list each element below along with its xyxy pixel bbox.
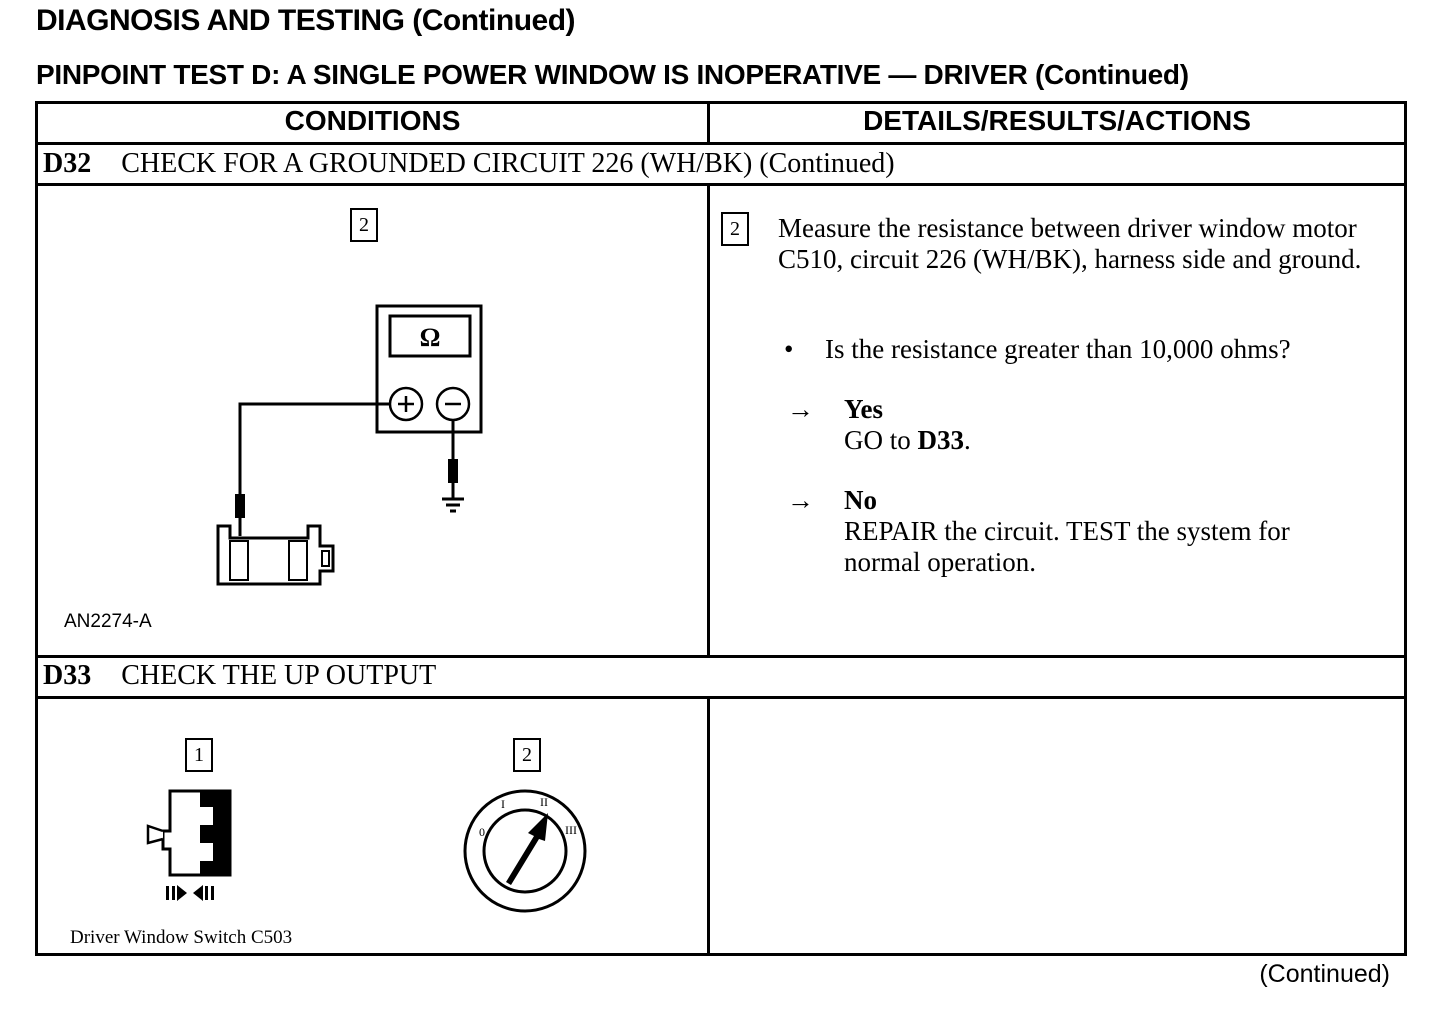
step-d33-header <box>43 660 436 692</box>
motor-connector-icon <box>218 526 333 584</box>
diagram-step-number: 1 <box>185 738 213 772</box>
table-divider <box>35 655 1407 658</box>
ground-symbol-icon <box>442 499 464 511</box>
ignition-position-off: 0 <box>479 825 485 839</box>
step-title: CHECK FOR A GROUNDED CIRCUIT 226 (WH/BK) (Continued) <box>121 148 895 179</box>
ohmmeter-diagram <box>205 296 525 596</box>
bullet-icon: • <box>784 334 794 364</box>
ignition-position-start: III <box>565 823 577 837</box>
diagram-step-number: 2 <box>350 208 378 242</box>
arrow-icon: → <box>787 485 814 515</box>
column-header-details: DETAILS/RESULTS/ACTIONS <box>863 105 1251 136</box>
step-title: CHECK THE UP OUTPUT <box>121 660 437 691</box>
page-subheading: PINPOINT TEST D: A SINGLE POWER WINDOW IS INOPERATIVE — DRIVER (Continued) <box>36 59 1189 90</box>
diagram-step-number: 2 <box>513 738 541 772</box>
yes-label: Yes <box>844 394 883 424</box>
ignition-switch-icon <box>465 791 585 911</box>
table-border-bottom <box>35 953 1407 956</box>
arrow-icon: → <box>787 394 814 424</box>
switch-connector-diagram <box>143 781 243 911</box>
disconnect-arrows-icon <box>166 885 214 901</box>
ignition-position-run: II <box>540 795 548 809</box>
no-label: No <box>844 485 877 515</box>
column-header-conditions: CONDITIONS <box>284 105 461 136</box>
column-divider <box>707 696 710 956</box>
yes-action-link[interactable]: D33 <box>917 425 964 455</box>
table-divider <box>35 142 1407 145</box>
ignition-position-acc: I <box>501 797 505 811</box>
yes-action <box>844 425 971 456</box>
yes-action-prefix: GO to <box>844 425 918 455</box>
continued-footer: (Continued) <box>1259 960 1390 988</box>
diagram-code: AN2274-A <box>64 611 152 632</box>
table-border-top <box>35 101 1407 104</box>
column-divider <box>707 183 710 658</box>
question-text: Is the resistance greater than 10,000 ohms? <box>825 334 1291 364</box>
pinpoint-test-table <box>35 101 1407 956</box>
table-border-right <box>1404 101 1407 956</box>
detail-step-number: 2 <box>721 212 749 246</box>
switch-label: Driver Window Switch C503 <box>70 927 293 948</box>
table-border-left <box>35 101 38 956</box>
yes-action-suffix: . <box>964 425 971 455</box>
ohmmeter-icon <box>377 306 481 432</box>
meter-symbol: Ω <box>419 323 441 352</box>
step-id: D32 <box>43 148 92 179</box>
switch-connector-icon <box>148 791 230 875</box>
no-action: REPAIR the circuit. TEST the system for normal operation. <box>844 516 1290 577</box>
step-id: D33 <box>43 660 92 691</box>
step-d32-header <box>43 148 895 180</box>
ignition-switch-diagram <box>460 786 590 916</box>
table-divider <box>35 696 1407 699</box>
instruction-text: Measure the resistance between driver window motor C510, circuit 226 (WH/BK), harness side and ground. <box>778 213 1362 274</box>
table-divider <box>35 183 1407 186</box>
page-heading: DIAGNOSIS AND TESTING (Continued) <box>36 4 576 37</box>
